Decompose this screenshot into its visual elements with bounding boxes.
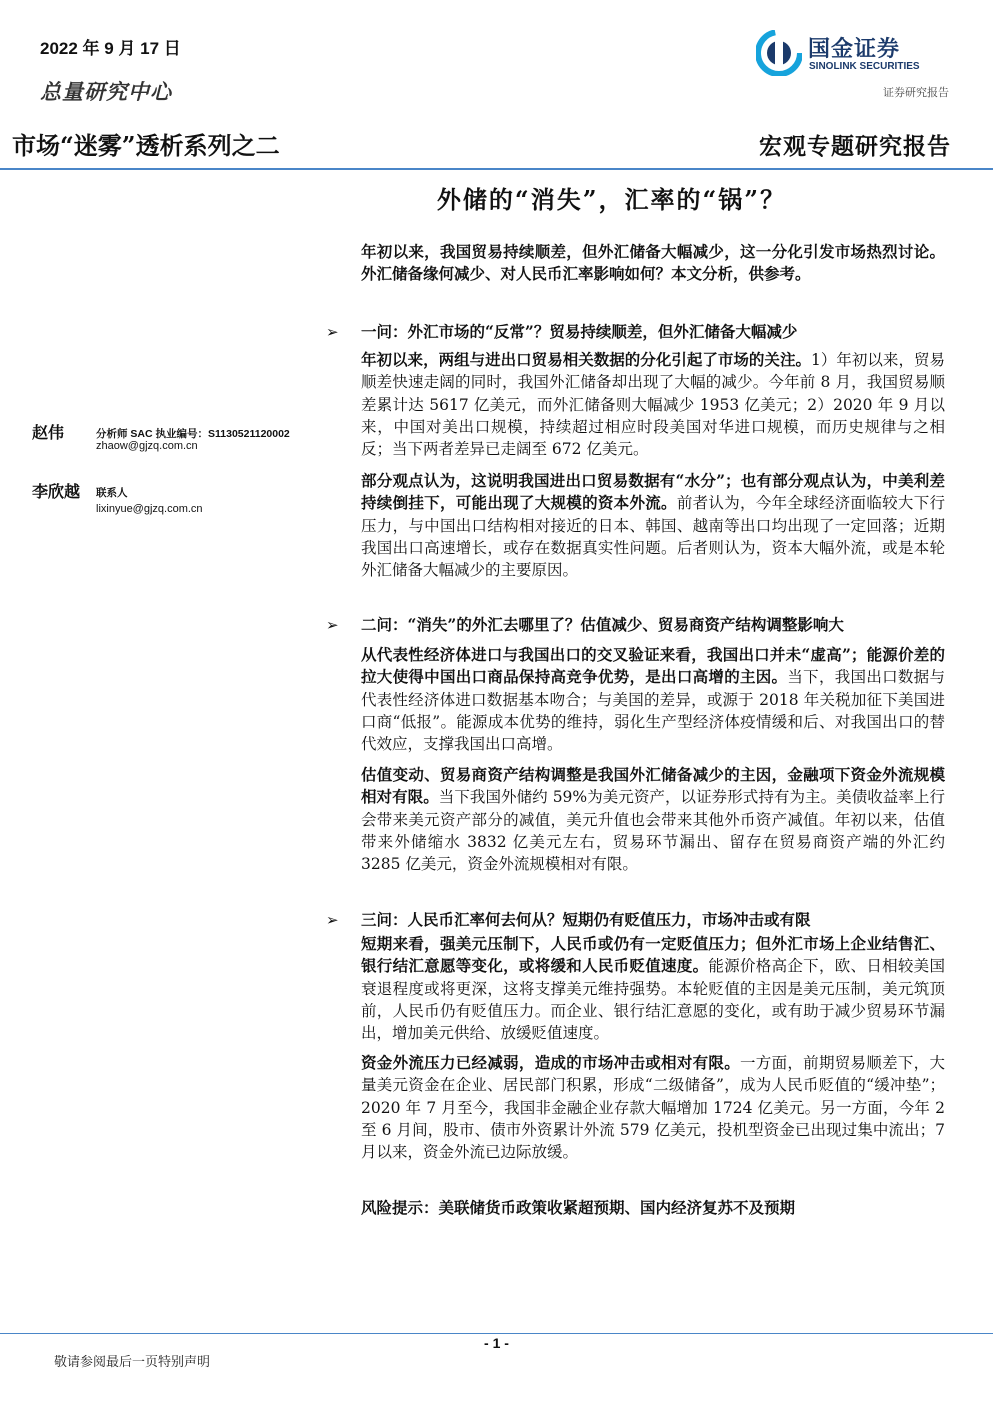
section-heading: 三问：人民币汇率何去何从？短期仍有贬值压力，市场冲击或有限 xyxy=(361,910,811,929)
paragraph-lead: 从代表性经济体进口与我国出口的交叉验证来看，我国出口并未“虚高”；能源价差的拉大使得中国出口商品保持高竞争优势，是出口高增的主因。 xyxy=(361,645,945,687)
header-divider xyxy=(0,168,993,170)
section-paragraph xyxy=(361,644,945,755)
research-center: 总量研究中心 xyxy=(40,79,172,104)
section-paragraph xyxy=(361,349,945,460)
report-type: 宏观专题研究报告 xyxy=(759,133,951,160)
bullet-arrow-icon: ➢ xyxy=(326,616,339,634)
summary-intro: 年初以来，我国贸易持续顺差，但外汇储备大幅减少，这一分化引发市场热烈讨论。外汇储备缘何减少、对人民币汇率影响如何？本文分析，供参考。 xyxy=(361,242,945,284)
analyst-email[interactable]: zhaow@gjzq.com.cn xyxy=(96,440,198,452)
logo-text-en: SINOLINK SECURITIES xyxy=(809,61,920,72)
section-heading: 二问：“消失”的外汇去哪里了？估值减少、贸易商资产结构调整影响大 xyxy=(361,615,844,634)
contact-role: 联系人 xyxy=(96,487,128,499)
paragraph-text: 当下我国外储约 59%为美元资产，以证券形式持有为主。美债收益率上行会带来美元资产部分的减值，美元升值也会带来其他外币资产减值。年初以来，估值带来外储缩水 3832 亿美元左右，贸易环节漏出、留存在贸易商资产端的外汇约 3285 亿美元，资金外流规模相对有限。 xyxy=(361,788,945,874)
bullet-arrow-icon: ➢ xyxy=(326,911,339,929)
paragraph-lead: 短期来看，强美元压制下，人民币或仍有一定贬值压力；但外汇市场上企业结售汇、银行结汇意愿等变化，或将缓和人民币贬值速度。 xyxy=(361,934,945,976)
series-title: 市场“迷雾”透析系列之二 xyxy=(12,131,280,160)
contact-name: 李欣越 xyxy=(32,482,81,501)
analyst-credential: 分析师 SAC 执业编号：S1130521120002 xyxy=(96,428,290,440)
section-paragraph xyxy=(361,764,945,875)
paragraph-lead: 年初以来，两组与进出口贸易相关数据的分化引起了市场的关注。 xyxy=(361,350,811,369)
bullet-arrow-icon: ➢ xyxy=(326,323,339,341)
paragraph-text: 1）年初以来，贸易顺差快速走阔的同时，我国外汇储备却出现了大幅的减少。今年前 8 月，我国贸易顺差累计达 5617 亿美元，而外汇储备则大幅减少 1953 亿美元；2）2020 年 9 月以来，中国对美出口规模，持续超过相应时段美国对华进口规模，而历史规律与之相反；当下两者差异已走阔至 672 亿美元。 xyxy=(361,351,945,459)
section-paragraph xyxy=(361,933,945,1044)
sinolink-logo-icon xyxy=(756,30,802,76)
report-tagline: 证券研究报告 xyxy=(883,86,949,99)
logo-text-cn: 国金证券 xyxy=(808,36,901,62)
footer-divider xyxy=(0,1333,993,1334)
paragraph-text: 能源价格高企下，欧、日相较美国衰退程度或将更深，这将支撑美元维持强势。本轮贬值的主因是美元压制，美元筑顶前，人民币仍有贬值压力。而企业、银行结汇意愿的变化，或有助于减少贸易环节漏出，增加美元供给、放缓贬值速度。 xyxy=(361,957,945,1043)
paragraph-lead: 部分观点认为，这说明我国进出口贸易数据有“水分”；也有部分观点认为，中美利差持续倒挂下，可能出现了大规模的资本外流。 xyxy=(361,471,945,513)
report-date: 2022 年 9 月 17 日 xyxy=(40,39,181,58)
paragraph-lead: 资金外流压力已经减弱，造成的市场冲击或相对有限。 xyxy=(361,1053,740,1072)
page-number: - 1 - xyxy=(484,1335,509,1351)
section-heading: 一问：外汇市场的“反常”？贸易持续顺差，但外汇储备大幅减少 xyxy=(361,322,798,341)
footer-disclaimer: 敬请参阅最后一页特别声明 xyxy=(54,1355,211,1370)
analyst-name: 赵伟 xyxy=(32,423,65,442)
risk-warning: 风险提示：美联储货币政策收紧超预期、国内经济复苏不及预期 xyxy=(361,1198,796,1217)
paragraph-text: 一方面，前期贸易顺差下，大量美元资金在企业、居民部门积累，形成“二级储备”，成为人民币贬值的“缓冲垫”；2020 年 7 月至今，我国非金融企业存款大幅增加 1724 亿美元。另一方面，今年 2 至 6 月间，股市、债市外资累计外流 579 亿美元，投机型资金已出现过集中流出；7 月以来，资金外流已边际放缓。 xyxy=(361,1054,945,1162)
paragraph-lead: 估值变动、贸易商资产结构调整是我国外汇储备减少的主因，金融项下资金外流规模相对有限。 xyxy=(361,765,945,807)
company-logo xyxy=(756,30,946,78)
section-paragraph xyxy=(361,470,945,581)
paragraph-text: 前者认为，今年全球经济面临较大下行压力，与中国出口结构相对接近的日本、韩国、越南等出口均出现了一定回落；近期我国出口高速增长，或存在数据真实性问题。后者则认为，资本大幅外流，或是本轮外汇储备大幅减少的主要原因。 xyxy=(361,494,945,580)
section-paragraph xyxy=(361,1052,945,1163)
report-title: 外储的“消失”，汇率的“锅”？ xyxy=(436,185,787,214)
contact-email[interactable]: lixinyue@gjzq.com.cn xyxy=(96,503,203,515)
paragraph-text: 当下，我国出口数据与代表性经济体进口数据基本吻合；与美国的差异，或源于 2018 年关税加征下美国进口商“低报”。能源成本优势的维持，弱化生产型经济体疫情缓和后、对我国出口的替代效应，支撑我国出口高增。 xyxy=(361,668,945,754)
